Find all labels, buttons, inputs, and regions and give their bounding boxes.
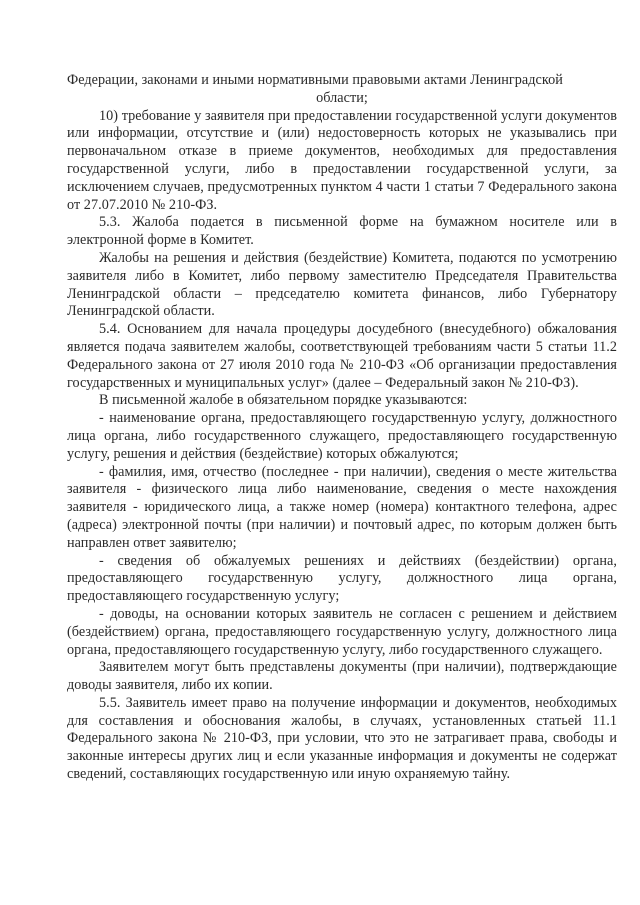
document-paragraph: Федерации, законами и иными нормативными правовыми актами Ленинградской [67, 72, 563, 88]
document-paragraph: Заявителем могут быть представлены документы (при наличии), подтверждающие доводы заявителя, либо их копии. [67, 659, 617, 694]
document-paragraph: - наименование органа, предоставляющего государственную услугу, должностного лица органа, либо государственного служащего, предоставляющего государственную услугу, решения и действия (бездействие) которых обжалуются; [67, 410, 617, 462]
document-paragraph: 10) требование у заявителя при предоставлении государственной услуги документов или информации, отсутствие и (или) недостоверность которых не указывались при первоначальном отказе в приеме документов, необходимых для предоставления государственной услуги, либо в предоставлении государственной услуги, за исключением случаев, предусмотренных пунктом 4 части 1 статьи 7 Федерального закона от 27.07.2010 № 210-ФЗ. [67, 107, 617, 213]
document-paragraph: 5.3. Жалоба подается в письменной форме на бумажном носителе или в электронной форме в Комитет. [67, 214, 617, 249]
document-paragraph: 5.5. Заявитель имеет право на получение информации и документов, необходимых для составления и обоснования жалобы, в случаях, установленных статьей 11.1 Федерального закона № 210-ФЗ, при условии, что это не затрагивает права, свободы и законные интересы других лиц и если указанные информация и документы не содержат сведений, составляющих государственную или иную охраняемую тайну. [67, 694, 617, 783]
document-paragraph: 5.4. Основанием для начала процедуры досудебного (внесудебного) обжалования является подача заявителем жалобы, соответствующей требованиям части 5 статьи 11.2 Федерального закона от 27 июля 2010 года № 210-ФЗ «Об организации предоставления государственных и муниципальных услуг» (далее – Федеральный закон № 210-ФЗ). [67, 321, 617, 391]
document-paragraph: В письменной жалобе в обязательном порядке указываются: [99, 392, 468, 409]
document-paragraph: - доводы, на основании которых заявитель не согласен с решением и действием (бездействием) органа, предоставляющего государственную услугу, должностного лица органа, предоставляющего государственную услугу, либо государственного служащего. [67, 605, 617, 658]
document-paragraph: - сведения об обжалуемых решениях и действиях (бездействии) органа, предоставляющего государственную услугу, должностного лица органа, предоставляющего государственную услугу; [67, 552, 617, 605]
document-paragraph: Жалобы на решения и действия (бездействие) Комитета, подаются по усмотрению заявителя либо в Комитет, либо первому заместителю Председателя Правительства Ленинградской области – председателю комитета финансов, либо Губернатору Ленинградской области. [67, 249, 617, 320]
document-paragraph: области; [316, 89, 368, 106]
document-page [67, 72, 617, 784]
document-paragraph: - фамилия, имя, отчество (последнее - при наличии), сведения о месте жительства заявителя - физического лица либо наименование, сведения о месте нахождения заявителя - юридического лица, а также номер (номера) контактного телефона, адрес (адреса) электронной почты (при наличии) и почтовый адрес, по которым должен быть направлен ответ заявителю; [67, 463, 617, 551]
